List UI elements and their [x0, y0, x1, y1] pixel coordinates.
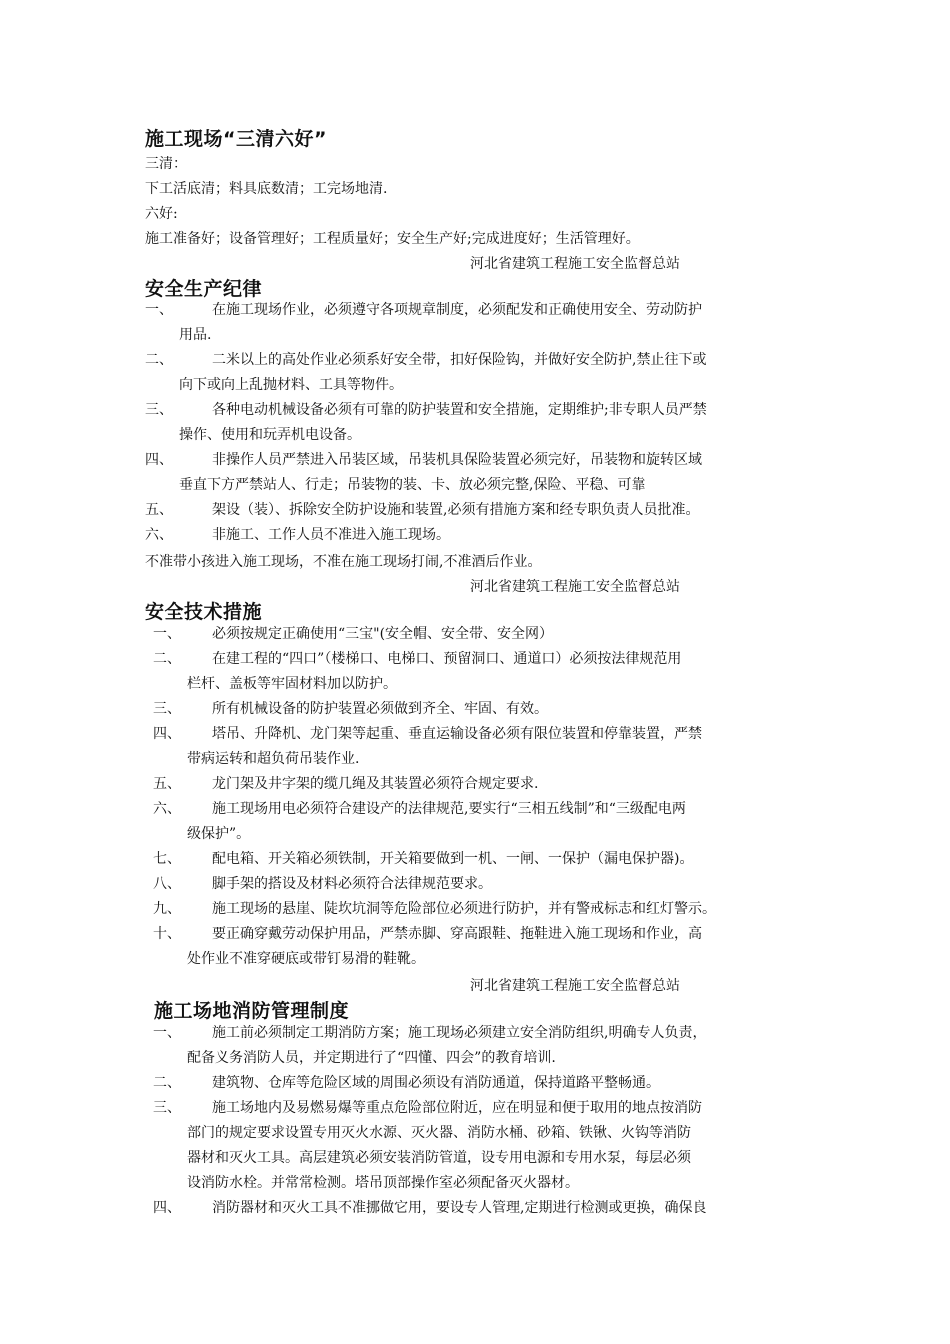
list-item [145, 523, 810, 548]
list-item [145, 1196, 810, 1221]
item-number: 四、 [145, 452, 173, 468]
item-text-cont: 配备义务消防人员，并定期进行了“四懂、四会”的教育培训. [187, 1050, 556, 1066]
item-text-cont: 垂直下方严禁站人、行走；吊装物的装、卡、放必须完整,保险、平稳、可靠 [179, 477, 646, 493]
item-text: 架设（装）、拆除安全防护设施和装置,必须有措施方案和经专职负责人员批准。 [212, 502, 700, 518]
list-item [145, 872, 810, 897]
item-text-cont: 器材和灭火工具。高层建筑必须安装消防管道，设专用电源和专用水泵，每层必须 [187, 1150, 691, 1166]
list-item [145, 622, 810, 647]
item-number: 十、 [153, 926, 181, 942]
list-item [145, 1021, 810, 1071]
list-item [145, 1096, 810, 1196]
signature-line: 河北省建筑工程施工安全监督总站 [470, 256, 680, 272]
item-text-cont: 部门的规定要求设置专用灭火水源、灭火器、消防水桶、砂箱、铁锹、火钩等消防 [187, 1125, 691, 1141]
item-text: 塔吊、升降机、龙门架等起重、垂直运输设备必须有限位装置和停靠装置，严禁 [212, 726, 702, 742]
list-item [145, 847, 810, 872]
item-number: 三、 [145, 402, 173, 418]
item-text: 在施工现场作业，必须遵守各项规章制度，必须配发和正确使用安全、劳动防护 [212, 302, 702, 318]
item-text: 所有机械设备的防护装置必须做到齐全、牢固、有效。 [212, 701, 548, 717]
item-text-cont: 栏杆、盖板等牢固材料加以防护。 [187, 676, 397, 692]
item-text: 非施工、工作人员不准进入施工现场。 [212, 527, 450, 543]
item-number: 二、 [153, 651, 181, 667]
item-number: 五、 [153, 776, 181, 792]
list-item [145, 697, 810, 722]
item-text: 施工现场用电必须符合建设产的法律规范,要实行“三相五线制”和“三级配电两 [212, 801, 686, 817]
section-title-sanqing-liuhao: 施工现场“三清六好” [145, 128, 327, 150]
item-text-cont: 处作业不准穿硬底或带钉易滑的鞋靴。 [187, 951, 425, 967]
list-item [145, 797, 810, 847]
item-number: 二、 [145, 352, 173, 368]
text-line: 六好: [145, 206, 178, 222]
item-number: 七、 [153, 851, 181, 867]
list-item [145, 772, 810, 797]
item-text: 配电箱、开关箱必须铁制，开关箱要做到一机、一闸、一保护（漏电保护器)。 [212, 851, 694, 867]
item-text-cont: 级保护”。 [187, 826, 251, 842]
list-item [145, 398, 810, 448]
item-text: 消防器材和灭火工具不准挪做它用，要设专人管理,定期进行检测或更换，确保良 [212, 1200, 707, 1216]
signature-line: 河北省建筑工程施工安全监督总站 [470, 579, 680, 595]
item-number: 九、 [153, 901, 181, 917]
item-number: 六、 [145, 527, 173, 543]
list-item [145, 348, 810, 398]
item-text: 非操作人员严禁进入吊装区域，吊装机具保险装置必须完好，吊装物和旋转区域 [212, 452, 702, 468]
item-text: 龙门架及井字架的缆几绳及其装置必须符合规定要求. [212, 776, 539, 792]
item-text: 脚手架的搭设及材料必须符合法律规范要求。 [212, 876, 492, 892]
text-line: 三清： [145, 156, 187, 172]
text-line: 不准带小孩进入施工现场，不准在施工现场打闹,不准酒后作业。 [145, 554, 542, 570]
item-text: 必须按规定正确使用“三宝"(安全帽、安全带、安全网） [212, 626, 554, 642]
item-text: 施工前必须制定工期消防方案；施工现场必须建立安全消防组织,明确专人负责， [212, 1025, 707, 1041]
list-item [145, 448, 810, 498]
text-line: 施工准备好；设备管理好；工程质量好；安全生产好;完成进度好；生活管理好。 [145, 231, 640, 247]
section-title-fire-management: 施工场地消防管理制度 [154, 1000, 350, 1022]
list-item [145, 897, 810, 922]
item-number: 四、 [153, 1200, 181, 1216]
item-number: 三、 [153, 1100, 181, 1116]
list-item [145, 1071, 810, 1096]
item-text: 要正确穿戴劳动保护用品，严禁赤脚、穿高跟鞋、拖鞋进入施工现场和作业，高 [212, 926, 702, 942]
item-text-cont: 操作、使用和玩弄机电设备。 [179, 427, 361, 443]
section-title-safety-technical-measures: 安全技术措施 [145, 601, 263, 623]
item-number: 八、 [153, 876, 181, 892]
item-number: 六、 [153, 801, 181, 817]
item-text: 二米以上的高处作业必须系好安全带，扣好保险钩，并做好安全防护,禁止往下或 [212, 352, 707, 368]
item-number: 二、 [153, 1075, 181, 1091]
item-number: 四、 [153, 726, 181, 742]
item-text-cont: 带病运转和超负荷吊装作业. [187, 751, 360, 767]
item-number: 一、 [145, 302, 173, 318]
item-text: 施工现场的悬崖、陡坎坑洞等危险部位必须进行防护，并有警戒标志和红灯警示。 [212, 901, 716, 917]
item-number: 一、 [153, 626, 181, 642]
signature-line: 河北省建筑工程施工安全监督总站 [470, 978, 680, 994]
list-item [145, 722, 810, 772]
section-title-safety-discipline: 安全生产纪律 [145, 278, 263, 300]
item-text: 在建工程的“四口”（楼梯口、电梯口、预留洞口、通道口）必须按法律规范用 [212, 651, 682, 667]
item-text-cont: 向下或向上乱抛材料、工具等物件。 [179, 377, 403, 393]
list-item [145, 647, 810, 697]
list-item [145, 922, 810, 972]
text-line: 下工活底清；料具底数清；工完场地清. [145, 181, 388, 197]
item-text: 施工场地内及易燃易爆等重点危险部位附近，应在明显和便于取用的地点按消防 [212, 1100, 702, 1116]
item-number: 三、 [153, 701, 181, 717]
list-item [145, 298, 810, 348]
item-text-cont: 设消防水栓。并常常检测。塔吊顶部操作室必须配备灭火器材。 [187, 1175, 579, 1191]
item-text: 建筑物、仓库等危险区域的周围必须设有消防通道，保持道路平整畅通。 [212, 1075, 660, 1091]
item-number: 一、 [153, 1025, 181, 1041]
item-text: 各种电动机械设备必须有可靠的防护装置和安全措施，定期维护;非专职人员严禁 [212, 402, 707, 418]
item-number: 五、 [145, 502, 173, 518]
list-item [145, 498, 810, 523]
item-text-cont: 用品. [179, 327, 212, 343]
